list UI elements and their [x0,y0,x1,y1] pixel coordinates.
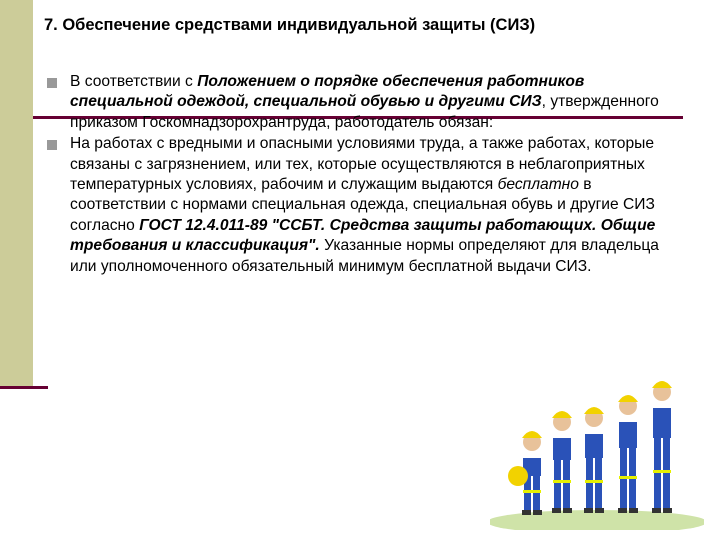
free-of-charge-text: бесплатно [497,176,579,194]
paragraph2-part3: Указанные нормы определяют для владельца или уполномоченного обязательный минимум бесплатной выдачи СИЗ. [70,237,659,275]
children-in-workwear-illustration [490,372,704,530]
slide-content [46,72,676,278]
child-figure [584,407,604,513]
square-bullet-icon [47,140,57,150]
gost-standard-title: ГОСТ 12.4.011-89 "ССБТ. Средства защиты работающих. Общие требования и классификация". [70,216,656,255]
child-figure [652,381,672,513]
paragraph1-after: , утвержденного приказом Госкомнадзорохрантруда, работодатель обязан: [70,93,659,131]
paragraph2-part2: в соответствии с нормами специальная одежда, специальная обувь и другие СИЗ согласно [70,176,655,234]
child-figure [508,431,542,515]
child-figure [552,411,572,513]
bullet-item-2 [46,134,676,277]
paragraph2-part1: На работах с вредными и опасными условиями труда, а также работах, которые связаны с загрязнением, или тех, которые осуществляются в неблагоприятных температурных условиях, рабочим и служащим выдаются [70,135,655,194]
paragraph1-intro: В соответствии с [70,73,198,90]
square-bullet-icon [47,78,57,88]
side-strip-decoration [0,0,33,386]
child-figure [618,395,638,513]
regulation-title: Положением о порядке обеспечения работников специальной одеждой, специальной обувью и другими СИЗ [70,73,585,111]
strip-accent-line [0,386,48,389]
bullet-item-1 [46,72,676,133]
slide-title: 7. Обеспечение средствами индивидуальной защиты (СИЗ) [44,16,536,34]
